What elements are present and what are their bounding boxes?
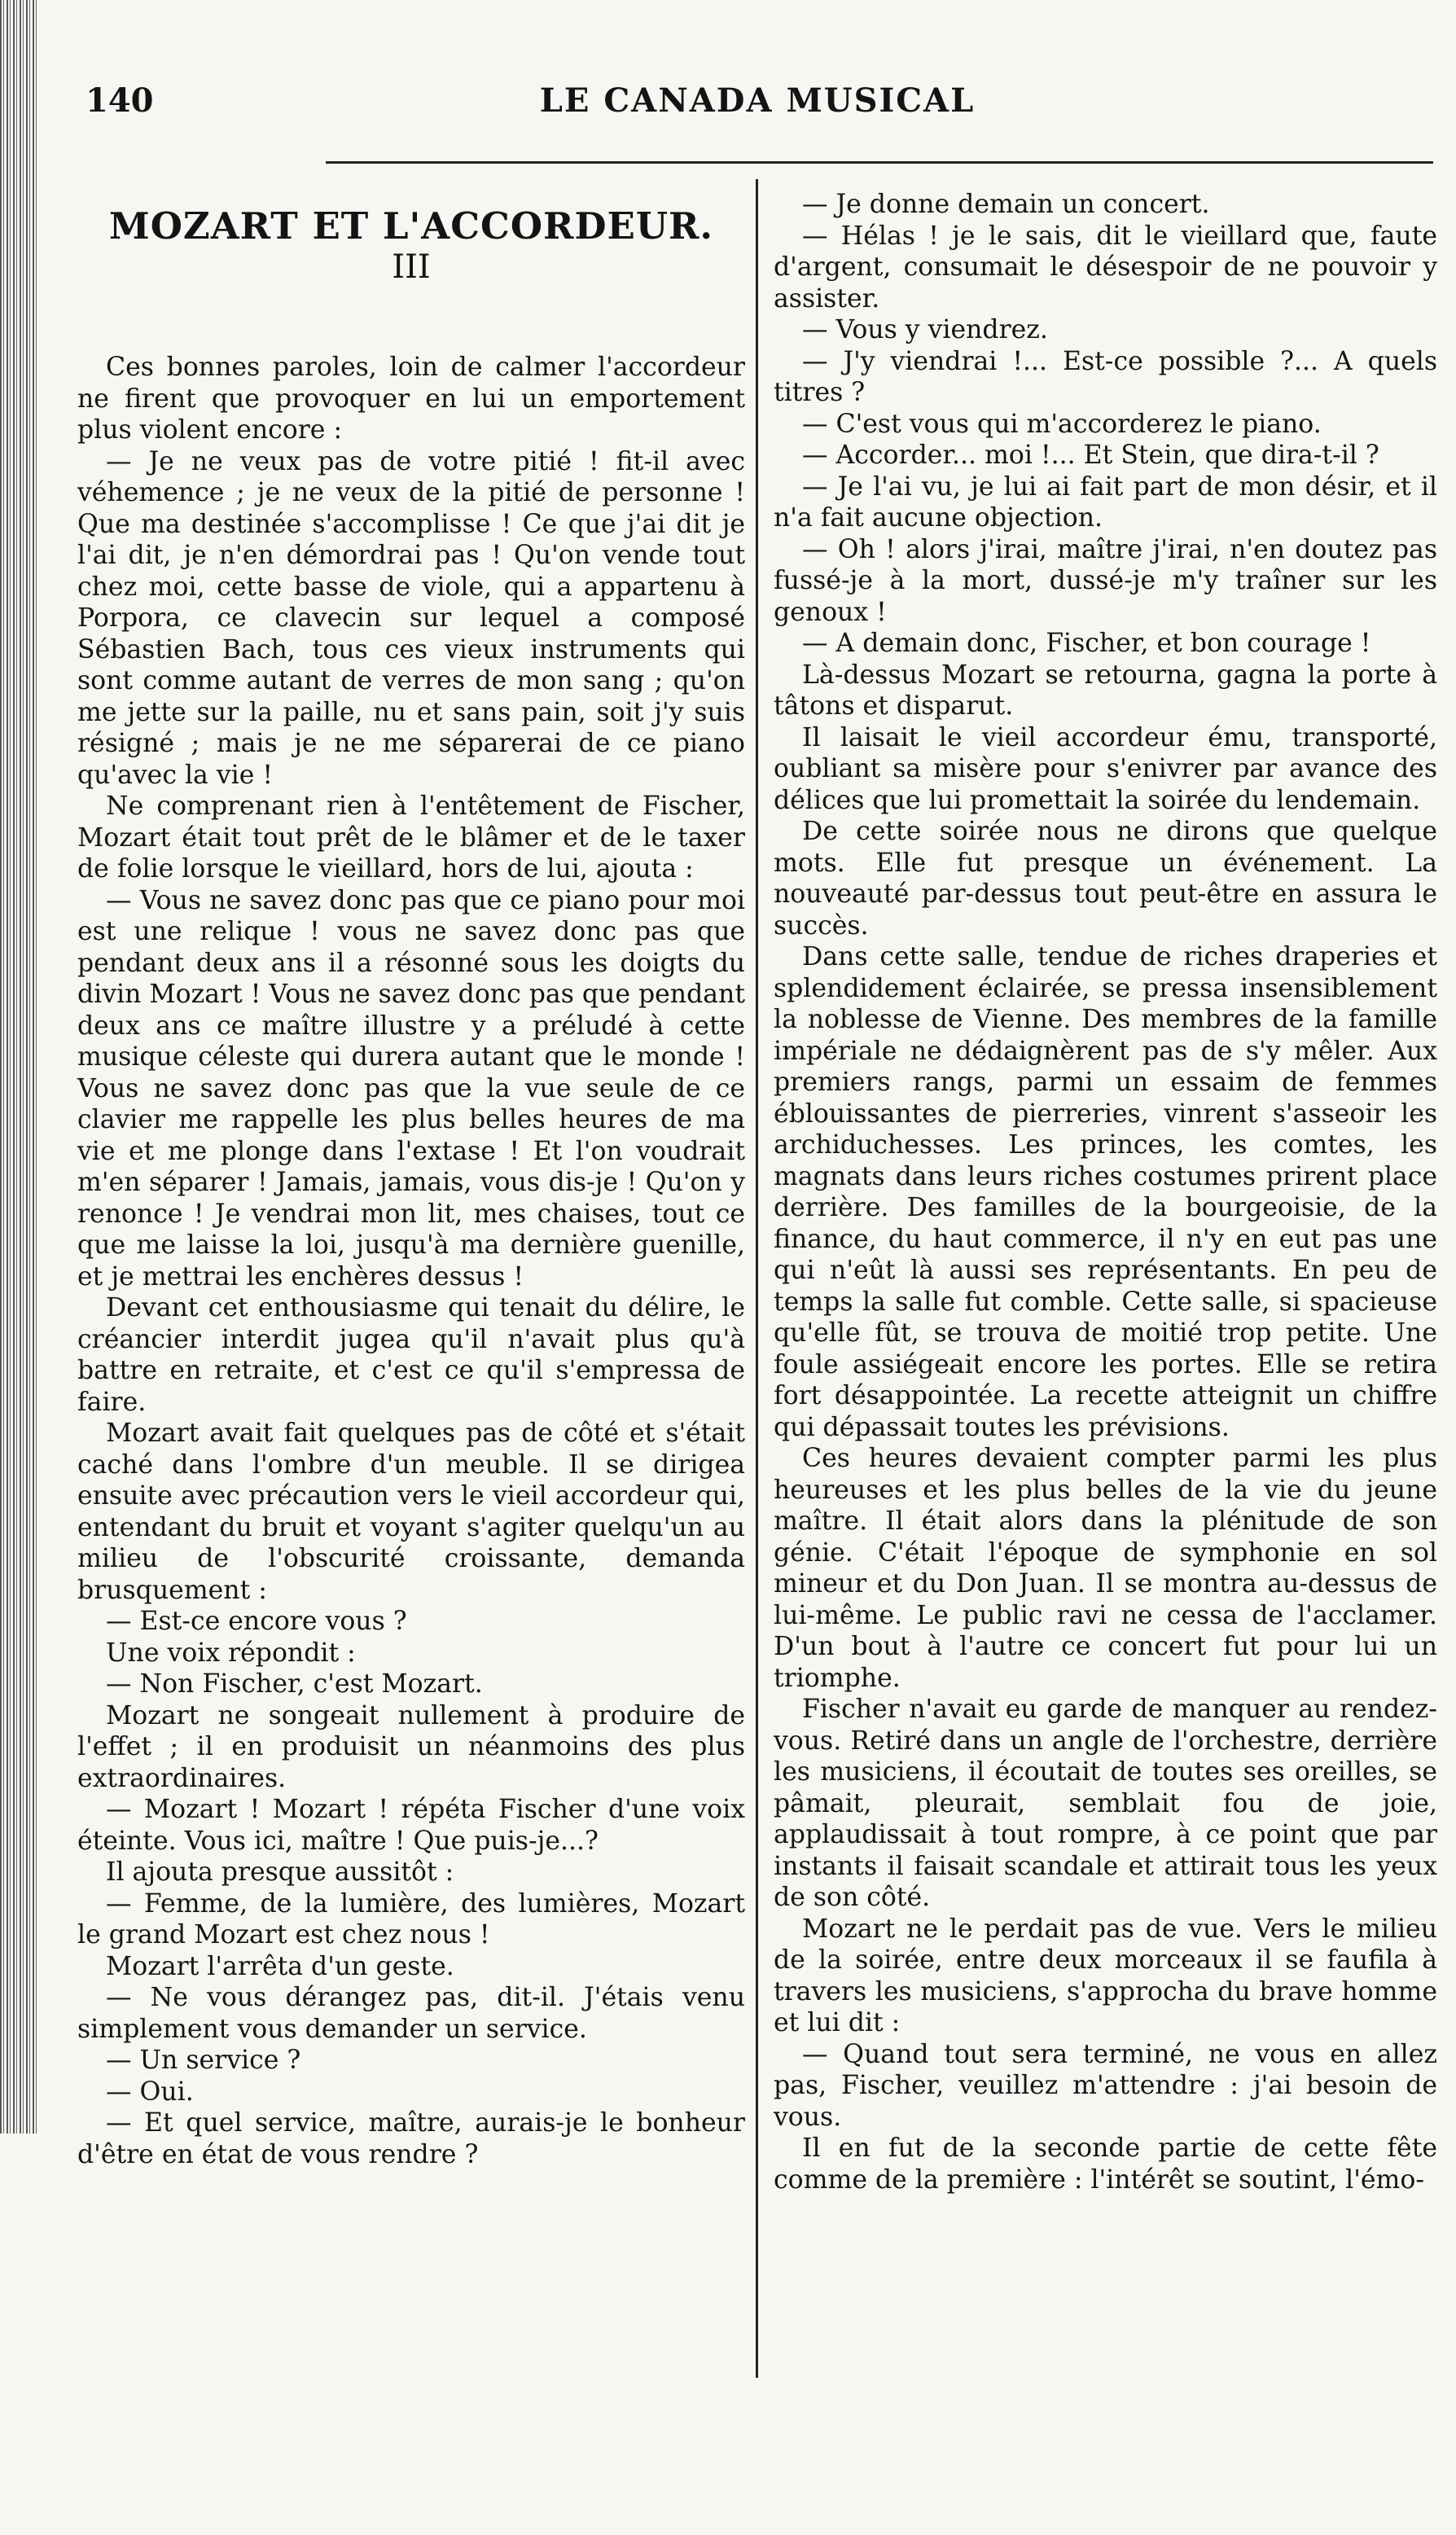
header-rule bbox=[326, 161, 1433, 164]
right-column bbox=[774, 189, 1437, 2195]
paragraph: — A demain donc, Fischer, et bon courage ! bbox=[802, 629, 1371, 658]
paragraph: — Je donne demain un concert. bbox=[802, 190, 1210, 219]
article-title: MOZART ET L'ACCORDEUR. bbox=[108, 204, 714, 248]
paragraph: — Vous y viendrez. bbox=[802, 315, 1048, 344]
page-number: 140 bbox=[86, 81, 154, 120]
paragraph: — C'est vous qui m'accorderez le piano. bbox=[802, 409, 1322, 439]
left-column bbox=[77, 189, 745, 2170]
paragraph: — Je l'ai vu, je lui ai fait part de mon désir, et il n'a fait aucune objection. bbox=[774, 471, 1437, 533]
paragraph: — Oh ! alors j'irai, maître j'irai, n'en doutez pas fussé-je à la mort, dussé-je m'y traîner sur les genoux ! bbox=[774, 534, 1437, 627]
paragraph: Dans cette salle, tendue de riches draperies et splendidement éclairée, se pressa insensiblement la noblesse de Vienne. Des membres de la famille impériale ne dédaignèrent pas de s'y mêler. Aux premiers rangs, parmi un essaim de femmes éblouissantes de pierreries, vinrent s'asseoir les archiduchesses. Les princes, les comtes, les magnats dans leurs riches costumes prirent place derrière. Des familles de la bourgeoisie, de la finance, du haut commerce, il n'y en eut pas une qui n'eût là aussi ses représentants. En peu de temps la salle fut comble. Cette salle, si spacieuse qu'elle fût, se trouva de moitié trop petite. Une foule assiégeait encore les portes. Elle se retira fort désappointée. La recette atteignit un chiffre qui dépassait toutes les prévisions. bbox=[774, 942, 1437, 1442]
paragraph: Ces bonnes paroles, loin de calmer l'accordeur ne firent que provoquer en lui un emportement plus violent encore : bbox=[77, 353, 745, 445]
paragraph: — Oui. bbox=[106, 2077, 194, 2107]
paragraph: — Accorder... moi !... Et Stein, que dira-t-il ? bbox=[802, 441, 1379, 470]
paragraph: Fischer n'avait eu garde de manquer au rendez-vous. Retiré dans un angle de l'orchestre, derrière les musiciens, il écoutait de toutes ses oreilles, se pâmait, pleurait, semblait fou de joie, applaudissait à tout rompre, à ce point que par instants il faisait scandale et attirait tous les yeux de son côté. bbox=[774, 1695, 1437, 1912]
paragraph: — Hélas ! je le sais, dit le vieillard que, faute d'argent, consumait le désespoir de ne pouvoir y assister. bbox=[774, 221, 1437, 314]
paragraph: Il en fut de la seconde partie de cette fête comme de la première : l'intérêt se soutint, l'émo- bbox=[774, 2134, 1437, 2195]
paragraph: — Vous ne savez donc pas que ce piano pour moi est une relique ! vous ne savez donc pas que pendant deux ans il a résonné sous les doigts du divin Mozart ! Vous ne savez donc pas que pendant deux ans ce maître illustre y a préludé à cette musique céleste qui durera autant que le monde ! Vous ne savez donc pas que la vue seule de ce clavier me rappelle les plus belles heures de ma vie et me plonge dans l'extase ! Et l'on voudrait m'en séparer ! Jamais, jamais, vous dis-je ! Qu'on y renonce ! Je vendrai mon lit, mes chaises, tout ce que me laisse la loi, jusqu'à ma dernière guenille, et je mettrai les enchères dessus ! bbox=[77, 885, 745, 1292]
paragraph: Ces heures devaient compter parmi les plus heureuses et les plus belles de la vie du jeune maître. Il était alors dans la plénitude de son génie. C'était l'époque de symphonie en sol mineur et du Don Juan. Il se montra au-dessus de lui-même. Le public ravi ne cessa de l'acclamer. D'un bout à l'autre ce concert fut pour lui un triomphe. bbox=[774, 1444, 1437, 1693]
article-part: III bbox=[392, 248, 431, 286]
paragraph: — Est-ce encore vous ? bbox=[106, 1607, 407, 1636]
paragraph: Mozart avait fait quelques pas de côté et s'était caché dans l'ombre d'un meuble. Il se dirigea ensuite avec précaution vers le vieil accordeur qui, entendant du bruit et voyant s'agiter quelqu'un au milieu de l'obscurité croissante, demanda brusquement : bbox=[77, 1419, 745, 1605]
paragraph: — Mozart ! Mozart ! répéta Fischer d'une voix éteinte. Vous ici, maître ! Que puis-je...? bbox=[77, 1795, 745, 1856]
paragraph: — Non Fischer, c'est Mozart. bbox=[106, 1669, 483, 1699]
paragraph: Mozart ne songeait nullement à produire de l'effet ; il en produisit un néanmoins des plus extraordinaires. bbox=[77, 1700, 745, 1793]
paragraph: — Quand tout sera terminé, ne vous en allez pas, Fischer, veuillez m'attendre : j'ai besoin de vous. bbox=[774, 2039, 1437, 2132]
paragraph: — J'y viendrai !... Est-ce possible ?... A quels titres ? bbox=[774, 346, 1437, 407]
paragraph: — Et quel service, maître, aurais-je le bonheur d'être en état de vous rendre ? bbox=[77, 2108, 745, 2169]
paragraph: — Je ne veux pas de votre pitié ! fit-il avec véhemence ; je ne veux de la pitié de personne ! Que ma destinée s'accomplisse ! Ce que j'ai dit je l'ai dit, je n'en démordrai pas ! Qu'on vende tout chez moi, cette basse de viole, qui a appartenu à Porpora, ce clavecin sur lequel a composé Sébastien Bach, tous ces vieux instruments qui sont comme autant de verres de mon sang ; qu'on me jette sur la paille, nu et sans pain, soit j'y suis résigné ; mais je ne me séparerai de ce piano qu'avec la vie ! bbox=[77, 446, 745, 790]
journal-title: LE CANADA MUSICAL bbox=[539, 81, 976, 120]
paragraph: Devant cet enthousiasme qui tenait du délire, le créancier interdit jugea qu'il n'avait plus qu'à battre en retraite, et c'est ce qu'il s'empressa de faire. bbox=[77, 1293, 745, 1417]
column-divider bbox=[756, 179, 758, 2378]
paragraph: Là-dessus Mozart se retourna, gagna la porte à tâtons et disparut. bbox=[774, 660, 1437, 721]
paragraph: Il ajouta presque aussitôt : bbox=[106, 1857, 454, 1887]
paragraph: De cette soirée nous ne dirons que quelque mots. Elle fut presque un événement. La nouveauté par-dessus tout peut-être en assura le succès. bbox=[774, 817, 1437, 941]
paragraph: — Femme, de la lumière, des lumières, Mozart le grand Mozart est chez nous ! bbox=[77, 1888, 745, 1949]
paragraph: — Ne vous dérangez pas, dit-il. J'étais venu simplement vous demander un service. bbox=[77, 1983, 745, 2044]
paragraph: Ne comprenant rien à l'entêtement de Fischer, Mozart était tout prêt de le blâmer et de le taxer de folie lorsque le vieillard, hors de lui, ajouta : bbox=[77, 792, 745, 884]
paragraph: Mozart l'arrêta d'un geste. bbox=[106, 1951, 454, 1981]
paragraph: — Un service ? bbox=[106, 2046, 301, 2075]
page-header bbox=[77, 81, 1437, 130]
paragraph: Une voix répondit : bbox=[106, 1638, 356, 1668]
paragraph: Mozart ne le perdait pas de vue. Vers le milieu de la soirée, entre deux morceaux il se faufila à travers les musiciens, s'approcha du brave homme et lui dit : bbox=[774, 1914, 1437, 2037]
paragraph: Il laisait le vieil accordeur ému, transporté, oubliant sa misère pour s'enivrer par avance des délices que lui promettait la soirée du lendemain. bbox=[774, 722, 1437, 815]
binding-edge bbox=[0, 0, 37, 2134]
